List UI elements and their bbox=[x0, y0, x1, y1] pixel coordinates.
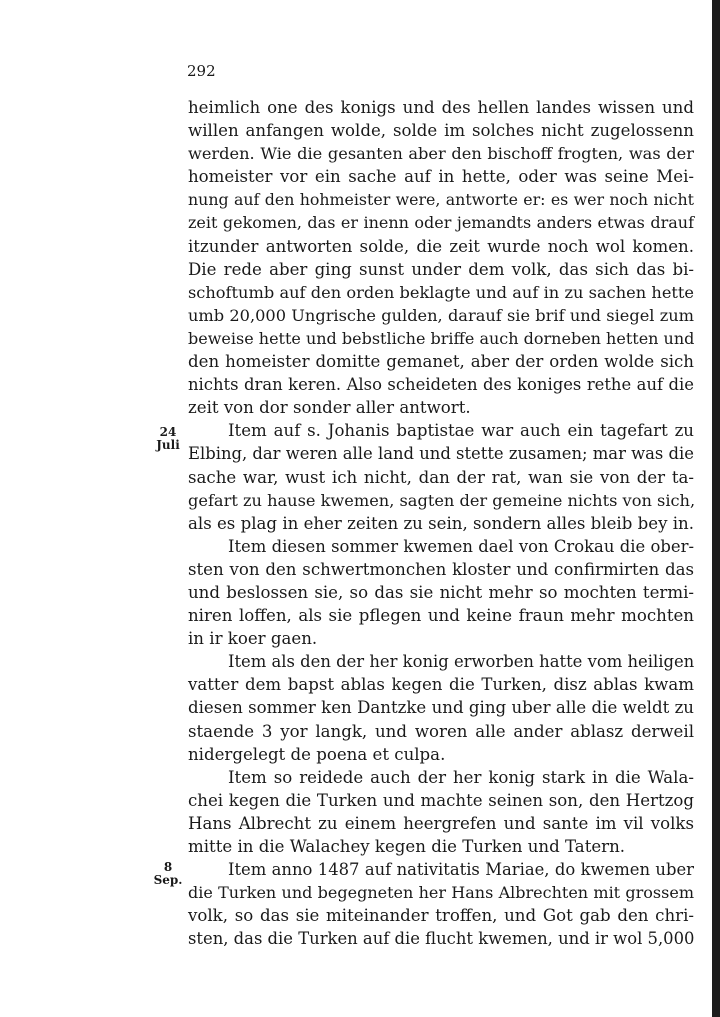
margin-note-month: Juli bbox=[156, 438, 180, 452]
text-line: Hans Albrecht zu einem heergrefen und sante im vil volks bbox=[188, 813, 694, 833]
text-line: Die rede aber ging sunst under dem volk, das sich das bi- bbox=[188, 259, 694, 279]
text-line: staende 3 yor langk, und woren alle ander ablasz derweil bbox=[188, 721, 694, 741]
text-line: homeister vor ein sache auf in hette, oder was seine Mei- bbox=[188, 167, 694, 187]
page-number: 292 bbox=[187, 62, 216, 80]
text-line: nung auf den hohmeister were, antworte er: es wer noch nicht bbox=[188, 190, 694, 210]
text-line: itzunder antworten solde, die zeit wurde noch wol komen. bbox=[188, 236, 694, 256]
text-line: beweise hette und bebstliche briffe auch dorneben hetten und bbox=[188, 328, 695, 348]
text-line: mitte in die Walachey kegen die Turken und Tatern. bbox=[188, 837, 626, 856]
text-line: werden. Wie die gesanten aber den bischoff frogten, was der bbox=[188, 144, 694, 164]
text-line: sache war, wust ich nicht, dan der rat, wan sie von der ta- bbox=[188, 467, 694, 487]
body-text bbox=[188, 96, 694, 950]
margin-note-day: 8 bbox=[163, 860, 173, 874]
text-line: Item auf s. Johanis baptistae war auch ein tagefart zu bbox=[228, 421, 694, 441]
text-line: Item als den der her konig erworben hatte vom heiligen bbox=[228, 652, 695, 672]
text-line: nidergelegt de poena et culpa. bbox=[188, 744, 446, 764]
text-line: niren loffen, als sie pflegen und keine fraun mehr mochten bbox=[188, 606, 694, 626]
text-line: nichts dran keren. Also scheideten des koniges rethe auf die bbox=[188, 375, 694, 395]
text-line: Elbing, dar weren alle land und stette zusamen; mar was die bbox=[188, 444, 694, 464]
text-line: als es plag in eher zeiten zu sein, sondern alles bleib bey in. bbox=[188, 513, 694, 533]
margin-date-note bbox=[152, 426, 184, 452]
text-line: die Turken und begegneten her Hans Albrechten mit grossem bbox=[188, 883, 694, 903]
text-line: vatter dem bapst ablas kegen die Turken, disz ablas kwam bbox=[188, 675, 694, 695]
margin-note-day: 24 bbox=[159, 425, 177, 439]
text-line: sten von den schwertmonchen kloster und confirmirten das bbox=[188, 559, 694, 579]
text-line: zeit von dor sonder aller antwort. bbox=[188, 398, 471, 418]
text-line: umb 20,000 Ungrische gulden, darauf sie brif und siegel zum bbox=[188, 305, 694, 325]
text-line: Item diesen sommer kwemen dael von Crokau die ober- bbox=[228, 536, 694, 556]
text-line: den homeister domitte gemanet, aber der orden wolde sich bbox=[188, 352, 694, 372]
margin-note-month: Sep. bbox=[153, 873, 183, 887]
text-line: gefart zu hause kwemen, sagten der gemeine nichts von sich, bbox=[188, 490, 696, 510]
text-line: schoftumb auf den orden beklagte und auf in zu sachen hette bbox=[188, 282, 694, 302]
text-line: Item so reidede auch der her konig stark in die Wala- bbox=[228, 767, 694, 787]
text-line: diesen sommer ken Dantzke und ging uber alle die weldt zu bbox=[188, 698, 694, 718]
text-line: Item anno 1487 auf nativitatis Mariae, do kwemen uber bbox=[228, 860, 694, 880]
margin-date-note bbox=[152, 861, 184, 887]
text-line: heimlich one des konigs und des hellen landes wissen und bbox=[188, 98, 694, 117]
text-line: volk, so das sie miteinander troffen, und Got gab den chri- bbox=[188, 906, 694, 926]
text-line: und beslossen sie, so das sie nicht mehr so mochten termi- bbox=[188, 582, 694, 602]
text-line: zeit gekomen, das er inenn oder jemandts anders etwas drauf bbox=[188, 213, 694, 233]
text-line: willen anfangen wolde, solde im solches nicht zugelossenn bbox=[188, 121, 694, 141]
scan-edge-bar bbox=[712, 0, 720, 1017]
text-line: sten, das die Turken auf die flucht kwemen, und ir wol 5,000 bbox=[188, 929, 695, 949]
text-line: in ir koer gaen. bbox=[188, 629, 318, 649]
text-line: chei kegen die Turken und machte seinen son, den Hertzog bbox=[188, 790, 694, 810]
